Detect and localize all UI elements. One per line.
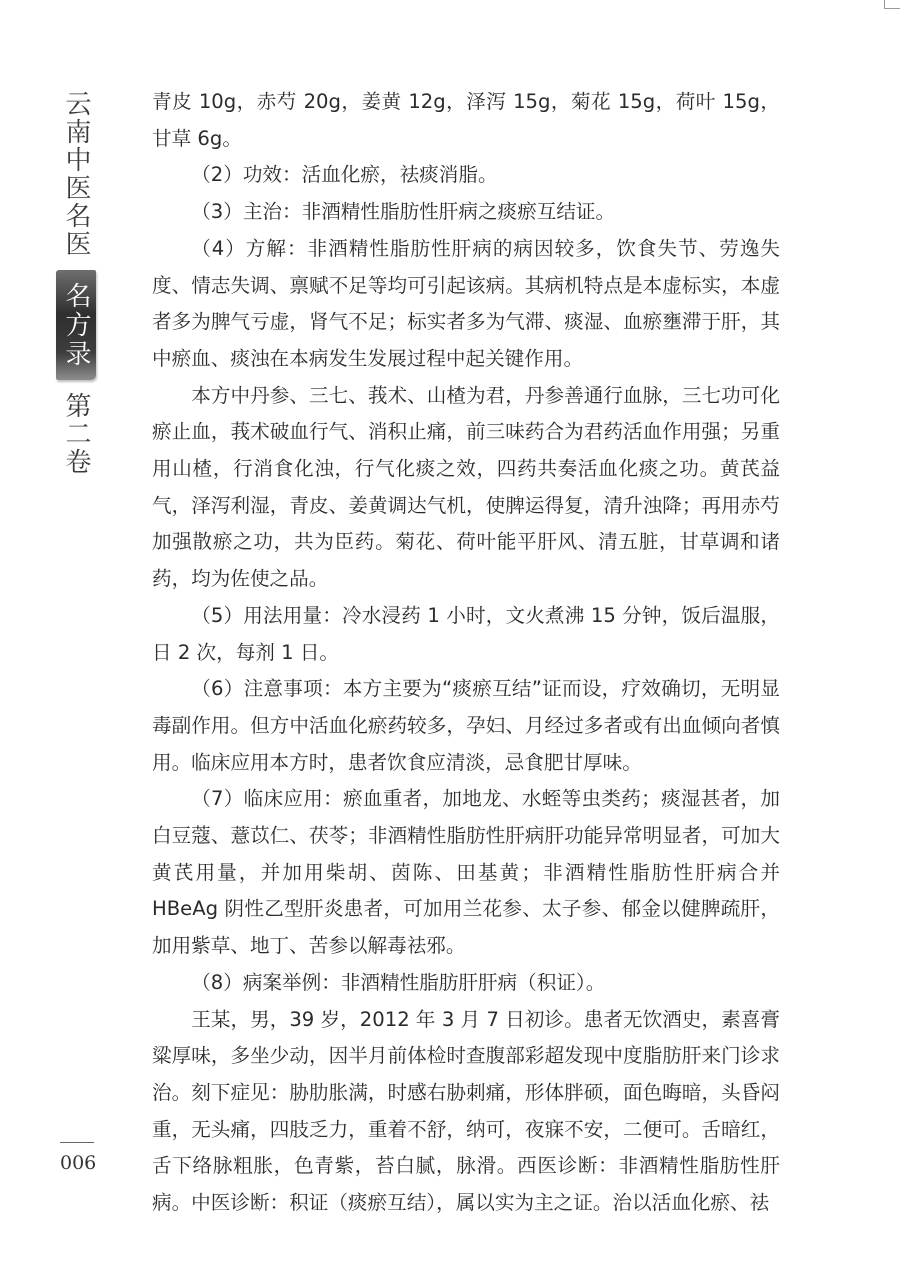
page-number-rule: [60, 1142, 94, 1143]
brush-stroke-emblem: [56, 270, 96, 380]
volume-label: 第二卷: [61, 392, 91, 476]
page-number: 006: [60, 1152, 97, 1174]
paragraph-case-heading: （8）病案举例：非酒精性脂肪肝肝病（积证）。: [191, 970, 606, 994]
body-text: [152, 84, 780, 1222]
book-title: 名方录: [61, 281, 91, 369]
paragraph-formula-analysis: （4）方解：非酒精性脂肪性肝病的病因较多，饮食失节、劳逸失度、情志失调、禀赋不足等均可引起该病。其病机特点是本虚标实，本虚者多为脾气亏虚，肾气不足；标实者多为气滞、痰湿、血瘀壅滞于肝，其中瘀血、痰浊在本病发生发展过程中起关键作用。: [152, 236, 780, 370]
book-series-title: 云南中医名医: [61, 90, 91, 258]
page-corner-mark: [884, 0, 900, 9]
paragraph-precautions: （6）注意事项：本方主要为“痰瘀互结”证而设，疗效确切，无明显毒副作用。但方中活血化瘀药较多，孕妇、月经过多者或有出血倾向者慎用。临床应用本方时，患者饮食应清淡，忌食肥甘厚味。: [152, 677, 780, 774]
running-head: [54, 90, 98, 476]
paragraph-clinical-application: （7）临床应用：瘀血重者，加地龙、水蛭等虫类药；痰湿甚者，加白豆蔻、薏苡仁、茯苓；非酒精性脂肪性肝病肝功能异常明显者，可加大黄芪用量，并加用柴胡、茵陈、田基黄；非酒精性脂肪性肝病合并 HBeAg 阴性乙型肝炎患者，可加用兰花参、太子参、郁金以健脾疏肝，加用紫草、地丁、苦参以解毒祛邪。: [152, 787, 780, 958]
paragraph-formula-roles: 本方中丹参、三七、莪术、山楂为君，丹参善通行血脉，三七功可化瘀止血，莪术破血行气、消积止痛，前三味药合为君药活血作用强；另重用山楂，行消食化浊，行气化痰之效，四药共奏活血化痰之功。黄芪益气，泽泻利湿，青皮、姜黄调达气机，使脾运得复，清升浊降；再用赤芍加强散瘀之功，共为臣药。菊花、荷叶能平肝风、清五脏，甘草调和诸药，均为佐使之品。: [152, 383, 780, 591]
paragraph-usage-dosage: （5）用法用量：冷水浸药 1 小时，文火煮沸 15 分钟，饭后温服，日 2 次，每剂 1 日。: [152, 603, 780, 664]
paragraph-case-report: 王某，男，39 岁，2012 年 3 月 7 日初诊。患者无饮酒史，素喜膏粱厚味，多坐少动，因半月前体检时查腹部彩超发现中度脂肪肝来门诊求治。刻下症见：胁肋胀满，时感右胁刺痛，形体胖硕，面色晦暗，头昏闷重，无头痛，四肢乏力，重着不舒，纳可，夜寐不安，二便可。舌暗红，舌下络脉粗胀，色青紫，苔白腻，脉滑。西医诊断：非酒精性脂肪性肝病。中医诊断：积证（痰瘀互结），属以实为主之证。治以活血化瘀、祛: [152, 1007, 780, 1215]
paragraph-indication: （3）主治：非酒精性脂肪性肝病之痰瘀互结证。: [191, 200, 616, 224]
paragraph-efficacy: （2）功效：活血化瘀，祛痰消脂。: [191, 163, 498, 187]
paragraph-ingredients: 青皮 10g，赤芍 20g，姜黄 12g，泽泻 15g，菊花 15g，荷叶 15g，甘草 6g。: [152, 90, 780, 150]
